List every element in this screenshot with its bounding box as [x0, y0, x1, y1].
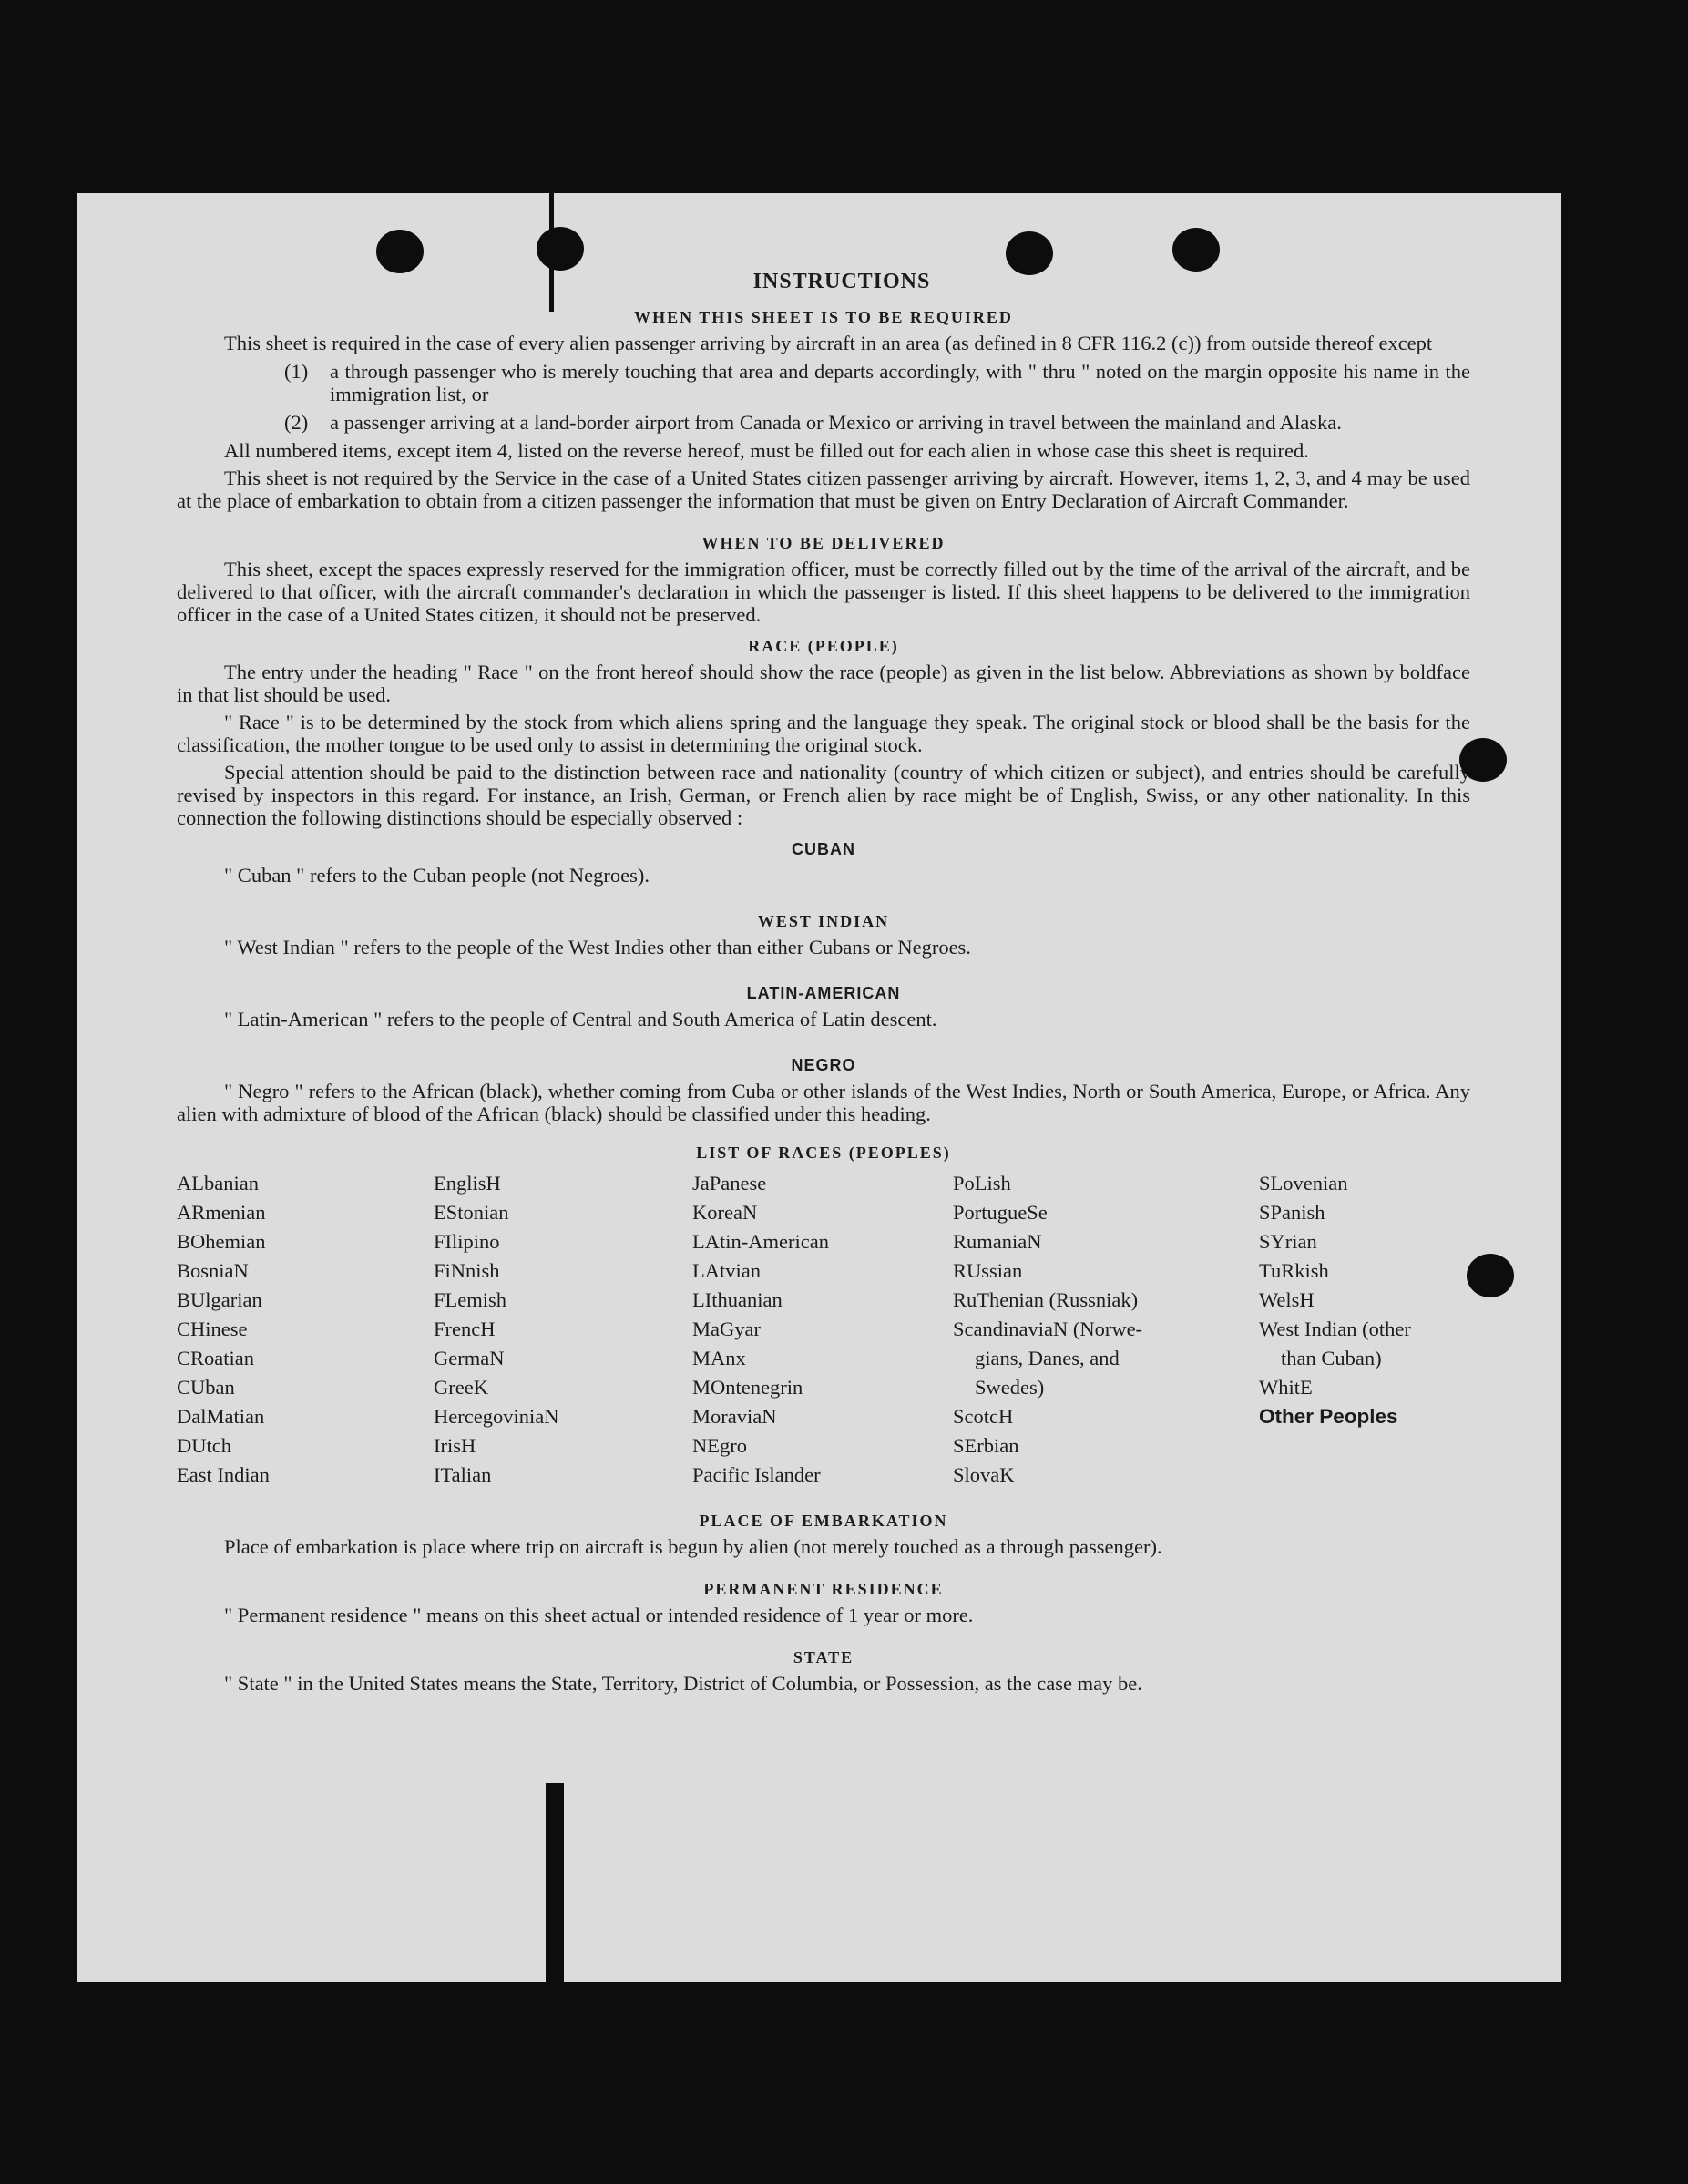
page-title: INSTRUCTIONS — [752, 270, 931, 293]
race-entry: EStonian — [434, 1201, 509, 1224]
race-entry: FiNnish — [434, 1259, 500, 1282]
race-entry: PortugueSe — [953, 1201, 1048, 1224]
race-entry: ITalian — [434, 1463, 492, 1486]
item-number: (1) — [284, 360, 309, 383]
race-entry: gians, Danes, and — [975, 1347, 1120, 1369]
race-entry: Pacific Islander — [692, 1463, 821, 1486]
race-entry: CHinese — [177, 1318, 248, 1340]
binder-hole — [1172, 228, 1220, 272]
section-heading: WEST INDIAN — [757, 912, 890, 930]
race-entry: MaGyar — [692, 1318, 761, 1340]
race-entry: KoreaN — [692, 1201, 758, 1224]
race-entry: FrencH — [434, 1318, 496, 1340]
paragraph: This sheet is required in the case of every alien passenger arriving by aircraft in an area (as defined in 8 CFR 116.2 (c)) from outside thereof except — [224, 332, 1433, 354]
binder-hole — [1467, 1254, 1514, 1297]
paragraph: Special attention should be paid to the distinction between race and nationality (country of which citizen or subject), and entries should be carefully revised by inspectors in this regard. For instance, an Irish, German, or French alien by race might be of English, Swiss, or any other nationality. In this connection the following distinctions should be especially observed : — [177, 761, 1470, 829]
item-text: a through passenger who is merely touching that area and departs accordingly, with " thru " noted on the margin opposite his name in the immigration list, or — [330, 360, 1470, 405]
paragraph: All numbered items, except item 4, listed on the reverse hereof, must be filled out for each alien in whose case this sheet is required. — [224, 439, 1309, 462]
paragraph: " Race " is to be determined by the stock from which aliens spring and the language they speak. The original stock or blood shall be the basis for the classification, the mother tongue to be used only to assist in determining the original stock. — [177, 711, 1470, 756]
race-entry: GermaN — [434, 1347, 505, 1369]
section-heading: CUBAN — [792, 840, 855, 858]
paragraph: " State " in the United States means the State, Territory, District of Columbia, or Possession, as the case may be. — [224, 1672, 1142, 1695]
race-entry: SlovaK — [953, 1463, 1015, 1486]
race-entry: LIthuanian — [692, 1288, 783, 1311]
item-number: (2) — [284, 411, 309, 434]
race-entry: BUlgarian — [177, 1288, 262, 1311]
race-entry: NEgro — [692, 1434, 747, 1457]
section-heading: LATIN-AMERICAN — [746, 984, 901, 1002]
paragraph: " West Indian " refers to the people of the West Indies other than either Cubans or Negroes. — [224, 936, 971, 959]
race-entry: DUtch — [177, 1434, 231, 1457]
section-heading: PLACE OF EMBARKATION — [699, 1512, 948, 1530]
race-entry: EnglisH — [434, 1172, 501, 1195]
paragraph: " Permanent residence " means on this sheet actual or intended residence of 1 year or more. — [224, 1604, 974, 1626]
race-entry: PoLish — [953, 1172, 1011, 1195]
race-entry: BOhemian — [177, 1230, 266, 1253]
race-entry: HercegoviniaN — [434, 1405, 559, 1428]
race-entry: East Indian — [177, 1463, 270, 1486]
section-heading: WHEN TO BE DELIVERED — [701, 534, 946, 552]
race-entry: ScandinaviaN (Norwe- — [953, 1318, 1143, 1340]
race-entry: West Indian (other — [1259, 1318, 1411, 1340]
list-item — [177, 360, 1470, 405]
item-text: a passenger arriving at a land-border airport from Canada or Mexico or arriving in travel between the mainland and Alaska. — [330, 411, 1342, 434]
paragraph: Place of embarkation is place where trip on aircraft is begun by alien (not merely touched as a through passenger). — [224, 1535, 1162, 1558]
race-entry: DalMatian — [177, 1405, 265, 1428]
race-entry: SPanish — [1259, 1201, 1325, 1224]
race-entry: SYrian — [1259, 1230, 1317, 1253]
race-entry: MAnx — [692, 1347, 746, 1369]
race-entry: SErbian — [953, 1434, 1019, 1457]
race-entry: than Cuban) — [1281, 1347, 1382, 1369]
race-entry: MOntenegrin — [692, 1376, 803, 1399]
race-entry: GreeK — [434, 1376, 488, 1399]
race-entry: Swedes) — [975, 1376, 1045, 1399]
race-entry: BosniaN — [177, 1259, 249, 1282]
section-heading: RACE (PEOPLE) — [748, 637, 899, 655]
paragraph: " Cuban " refers to the Cuban people (not Negroes). — [224, 864, 650, 887]
race-entry: IrisH — [434, 1434, 476, 1457]
race-entry: WelsH — [1259, 1288, 1315, 1311]
race-entry: RUssian — [953, 1259, 1023, 1282]
races-column — [1259, 1169, 1470, 1490]
paragraph: " Negro " refers to the African (black), whether coming from Cuba or other islands of the West Indies, North or South America, Europe, or Africa. Any alien with admixture of blood of the African (black) should be classified under this heading. — [177, 1080, 1470, 1125]
race-entry: JaPanese — [692, 1172, 767, 1195]
binder-hole — [537, 227, 584, 271]
race-entry: CUban — [177, 1376, 235, 1399]
instructions-content — [177, 266, 1470, 1699]
section-heading: LIST OF RACES (PEOPLES) — [696, 1143, 951, 1162]
bottom-slit — [546, 1783, 564, 1982]
race-entry: ARmenian — [177, 1201, 266, 1224]
race-entry: WhitE — [1259, 1376, 1313, 1399]
paragraph: This sheet is not required by the Service in the case of a United States citizen passenger arriving by aircraft. However, items 1, 2, 3, and 4 may be used at the place of embarkation to obtain from a citizen passenger the information that must be given on Entry Declaration of Aircraft Commander. — [177, 467, 1470, 512]
section-heading: STATE — [793, 1648, 854, 1666]
paragraph: This sheet, except the spaces expressly reserved for the immigration officer, must be correctly filled out by the time of the arrival of the aircraft, and be delivered to that officer, with the aircraft commander's declaration in which the passenger is listed. If this sheet happens to be delivered to the immigration officer in the case of a United States citizen, it should not be preserved. — [177, 558, 1470, 626]
race-entry: LAtvian — [692, 1259, 761, 1282]
list-item — [177, 411, 1470, 434]
paragraph: " Latin-American " refers to the people of Central and South America of Latin descent. — [224, 1008, 937, 1030]
paragraph: The entry under the heading " Race " on the front hereof should show the race (people) as given in the list below. Abbreviations as shown by boldface in that list should be used. — [177, 661, 1470, 706]
races-column — [692, 1169, 953, 1490]
race-entry: RuThenian (Russniak) — [953, 1288, 1139, 1311]
section-heading: WHEN THIS SHEET IS TO BE REQUIRED — [634, 308, 1013, 326]
document-sheet — [77, 193, 1561, 1982]
races-list — [177, 1169, 1470, 1490]
race-entry: CRoatian — [177, 1347, 254, 1369]
race-entry: SLovenian — [1259, 1172, 1348, 1195]
race-entry: TuRkish — [1259, 1259, 1329, 1282]
races-column — [177, 1169, 434, 1490]
race-entry: LAtin-American — [692, 1230, 829, 1253]
race-entry: FLemish — [434, 1288, 507, 1311]
race-entry: ALbanian — [177, 1172, 259, 1195]
races-column — [953, 1169, 1259, 1490]
race-entry: FIlipino — [434, 1230, 500, 1253]
race-entry: RumaniaN — [953, 1230, 1042, 1253]
races-column — [434, 1169, 692, 1490]
section-heading: NEGRO — [791, 1056, 856, 1074]
section-heading: PERMANENT RESIDENCE — [703, 1580, 944, 1598]
race-entry: ScotcH — [953, 1405, 1014, 1428]
race-entry: MoraviaN — [692, 1405, 777, 1428]
race-entry: Other Peoples — [1259, 1405, 1398, 1428]
